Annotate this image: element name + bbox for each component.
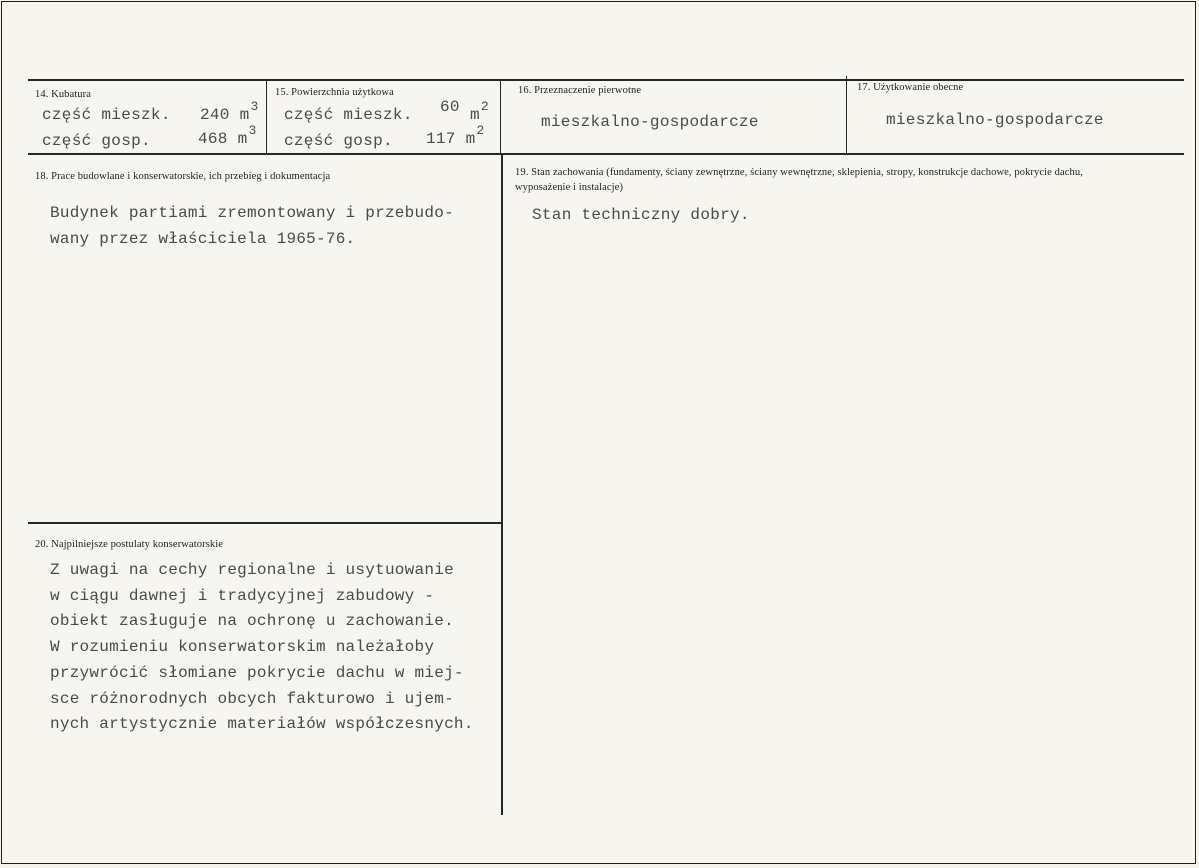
divider-left-right-body [501, 154, 503, 815]
field-15-row-1-unit-group [470, 99, 490, 124]
field-15-row-2-value-group [426, 123, 485, 148]
field-15-row-2 [284, 132, 393, 150]
divider-14-15 [266, 79, 267, 155]
field-15-row-1-value: 60 [440, 98, 460, 116]
row-divider-rule [28, 153, 1184, 155]
field-15-row-1-exp: 2 [480, 99, 490, 114]
field-14-row-1-exp: 3 [250, 99, 259, 114]
field-19-value: Stan techniczny dobry. [532, 206, 750, 224]
section-20-top-rule [28, 522, 502, 524]
field-16-value: mieszkalno-gospodarcze [541, 113, 759, 131]
divider-16-17 [846, 76, 847, 155]
field-19-label: 19. Stan zachowania (fundamenty, ściany zewnętrzne, ściany wewnętrzne, sklepienia, stropy, konstrukcje dachowe, pokrycie dachu, wyposażenie i instalacje) [515, 167, 1083, 193]
field-20-label: 20. Najpilniejsze postulaty konserwatorskie [35, 539, 224, 550]
field-20-text [50, 558, 474, 738]
field-17-value: mieszkalno-gospodarcze [886, 111, 1104, 129]
field-15-row-1-name: część mieszk. [284, 106, 413, 124]
field-18-label: 18. Prace budowlane i konserwatorskie, ich przebieg i dokumentacja [35, 171, 331, 182]
field-20-line-2: w ciągu dawnej i tradycyjnej zabudowy - [50, 586, 435, 605]
field-14-row-1-value: 240 [200, 106, 230, 124]
field-15-row-1-unit: m [470, 106, 480, 124]
field-14-row-2 [42, 132, 151, 150]
field-20-line-4: W rozumieniu konserwatorskim należałoby [50, 638, 435, 657]
field-17-label: 17. Użytkowanie obecne [857, 82, 964, 93]
field-14-row-2-name: część gosp. [42, 132, 151, 150]
divider-15-16 [500, 79, 501, 155]
field-15-row-2-unit: m [465, 130, 476, 148]
field-15-row-1-value-group [440, 98, 460, 116]
record-card [1, 1, 1196, 864]
field-14-row-1-unit: m [239, 106, 250, 124]
field-14-row-2-exp: 3 [248, 123, 257, 138]
field-20-line-6: sce różnorodnych obcych fakturowo i ujem- [50, 689, 454, 708]
field-14-row-1 [42, 106, 171, 124]
field-14-row-2-value-group [198, 123, 257, 148]
field-20-line-1: Z uwagi na cechy regionalne i usytuowanie [50, 561, 454, 579]
field-15-label: 15. Powierzchnia użytkowa [275, 87, 394, 98]
field-15-row-1 [284, 106, 413, 124]
field-18-line-1: Budynek partiami zremontowany i przebudo- [50, 204, 454, 222]
field-15-row-2-value: 117 [426, 130, 456, 148]
field-14-label: 14. Kubatura [35, 89, 92, 100]
field-20-line-3: obiekt zasługuje na ochronę u zachowanie. [50, 612, 454, 631]
field-15-row-2-name: część gosp. [284, 132, 393, 150]
field-14-row-1-name: część mieszk. [42, 106, 171, 124]
field-15-row-2-exp: 2 [476, 123, 485, 138]
field-18-text [50, 201, 454, 252]
field-20-line-5: przywrócić słomiane pokrycie dachu w miej- [50, 663, 464, 682]
field-18-line-2: wany przez właściciela 1965-76. [50, 229, 356, 248]
field-14-row-1-value-group [200, 99, 259, 124]
top-row-rule [28, 79, 1184, 81]
field-14-row-2-value: 468 [198, 130, 228, 148]
field-16-label: 16. Przeznaczenie pierwotne [518, 85, 642, 96]
field-20-line-7: nych artystycznie materiałów współczesnych. [50, 715, 474, 734]
field-14-row-2-unit: m [237, 130, 248, 148]
